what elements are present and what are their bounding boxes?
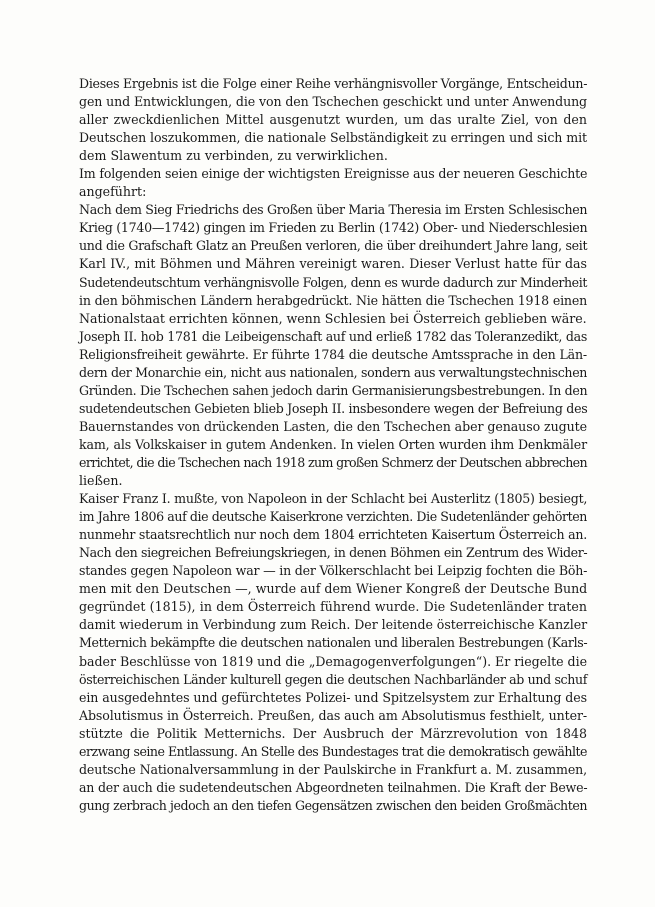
text-line: men mit den Deutschen —, wurde auf dem Wiener Kongreß der Deutsche Bund	[79, 581, 588, 597]
text-line: Deutschen loszukommen, die nationale Selbständigkeit zu erringen und sich mit	[79, 130, 587, 146]
text-line: Krieg (1740—1742) gingen im Frieden zu Berlin (1742) Ober- und Niederschlesien	[79, 220, 588, 236]
text-line: Nationalstaat errichten können, wenn Schlesien bei Österreich geblieben wäre.	[79, 310, 587, 326]
text-line: Dieses Ergebnis ist die Folge einer Reihe verhängnisvoller Vorgänge, Entscheidun-	[79, 76, 588, 91]
text-line: aller zweckdienlichen Mittel ausgenutzt wurden, um das uralte Ziel, von den	[79, 112, 587, 128]
text-line: Sudetendeutschtum verhängnisvolle Folgen, denn es wurde dadurch zur Minderheit	[79, 274, 587, 290]
text-line: stützte die Politik Metternichs. Der Ausbruch der Märzrevolution von 1848	[79, 725, 587, 741]
text-line: kam, als Volkskaiser in gutem Andenken. In vielen Orten wurden ihm Denkmäler	[79, 436, 587, 452]
text-line: erzwang seine Entlassung. An Stelle des Bundestages trat die demokratisch gewählte	[79, 743, 587, 759]
text-line: Religionsfreiheit gewährte. Er führte 1784 die deutsche Amtssprache in den Län-	[79, 346, 587, 362]
text-line: standes gegen Napoleon war — in der Völkerschlacht bei Leipzig fochten die Böh-	[79, 563, 588, 579]
text-line: sudetendeutschen Gebieten blieb Joseph II. insbesondere wegen der Befreiung des	[79, 400, 588, 416]
text-line: Nach dem Sieg Friedrichs des Großen über Maria Theresia im Ersten Schlesischen	[79, 202, 588, 218]
text-line: österreichischen Länder kulturell gegen die deutschen Nachbarländer ab und schuf	[79, 671, 587, 687]
text-line: ein ausgedehntes und gefürchtetes Polizei- und Spitzelsystem zur Erhaltung des	[79, 689, 587, 705]
text-line: Nach den siegreichen Befreiungskriegen, in denen Böhmen ein Zentrum des Wider-	[79, 545, 588, 561]
text-line: gung zerbrach jedoch an den tiefen Gegensätzen zwischen den beiden Großmächten	[79, 797, 587, 813]
text-line: an der auch die sudetendeutschen Abgeordneten teilnahmen. Die Kraft der Bewe-	[79, 779, 588, 795]
text-line: ließen.	[79, 473, 123, 489]
text-line: Joseph II. hob 1781 die Leibeigenschaft auf und erließ 1782 das Toleranzedikt, das	[79, 328, 588, 344]
text-line: Gründen. Die Tschechen sahen jedoch darin Germanisierungsbestrebungen. In den	[79, 382, 588, 398]
text-line: angeführt:	[79, 184, 147, 200]
text-line: dem Slawentum zu verbinden, zu verwirklichen.	[79, 148, 388, 164]
text-line: in den böhmischen Ländern herabgedrückt. Nie hätten die Tschechen 1918 einen	[79, 292, 587, 308]
text-line: Karl IV., mit Böhmen und Mähren vereinigt waren. Dieser Verlust hatte für das	[79, 256, 587, 272]
text-line: gen und Entwicklungen, die von den Tschechen geschickt und unter Anwendung	[79, 94, 587, 110]
text-line: im Jahre 1806 auf die deutsche Kaiserkrone verzichten. Die Sudetenländer gehörten	[79, 509, 587, 525]
text-line: deutsche Nationalversammlung in der Paulskirche in Frankfurt a. M. zusammen,	[79, 761, 587, 777]
text-line: errichtet, die die Tschechen nach 1918 zum großen Schmerz der Deutschen abbrechen	[79, 454, 587, 470]
text-line: und die Grafschaft Glatz an Preußen verloren, die über dreihundert Jahre lang, seit	[79, 238, 588, 254]
body-text	[79, 75, 587, 815]
text-line: nunmehr staatsrechtlich nur noch dem 1804 errichteten Kaisertum Österreich an.	[79, 527, 587, 543]
text-line: gegründet (1815), in dem Österreich führend wurde. Die Sudetenländer traten	[79, 599, 587, 615]
text-line: damit wiederum in Verbindung zum Reich. Der leitende österreichische Kanzler	[79, 617, 588, 633]
text-line: Absolutismus in Österreich. Preußen, das auch am Absolutismus festhielt, unter-	[79, 707, 587, 723]
text-line: Kaiser Franz I. mußte, von Napoleon in der Schlacht bei Austerlitz (1805) besiegt,	[79, 491, 588, 507]
text-line: Metternich bekämpfte die deutschen nationalen und liberalen Bestrebungen (Karls-	[79, 635, 588, 651]
text-line: Bauernstandes von drückenden Lasten, die den Tschechen aber genauso zugute	[79, 418, 587, 434]
text-line: dern der Monarchie ein, nicht aus nationalen, sondern aus verwaltungstechnischen	[79, 364, 588, 380]
text-line: Im folgenden seien einige der wichtigsten Ereignisse aus der neueren Geschichte	[79, 166, 588, 182]
text-line: bader Beschlüsse von 1819 und die „Demagogenverfolgungen“). Er riegelte die	[79, 653, 587, 669]
